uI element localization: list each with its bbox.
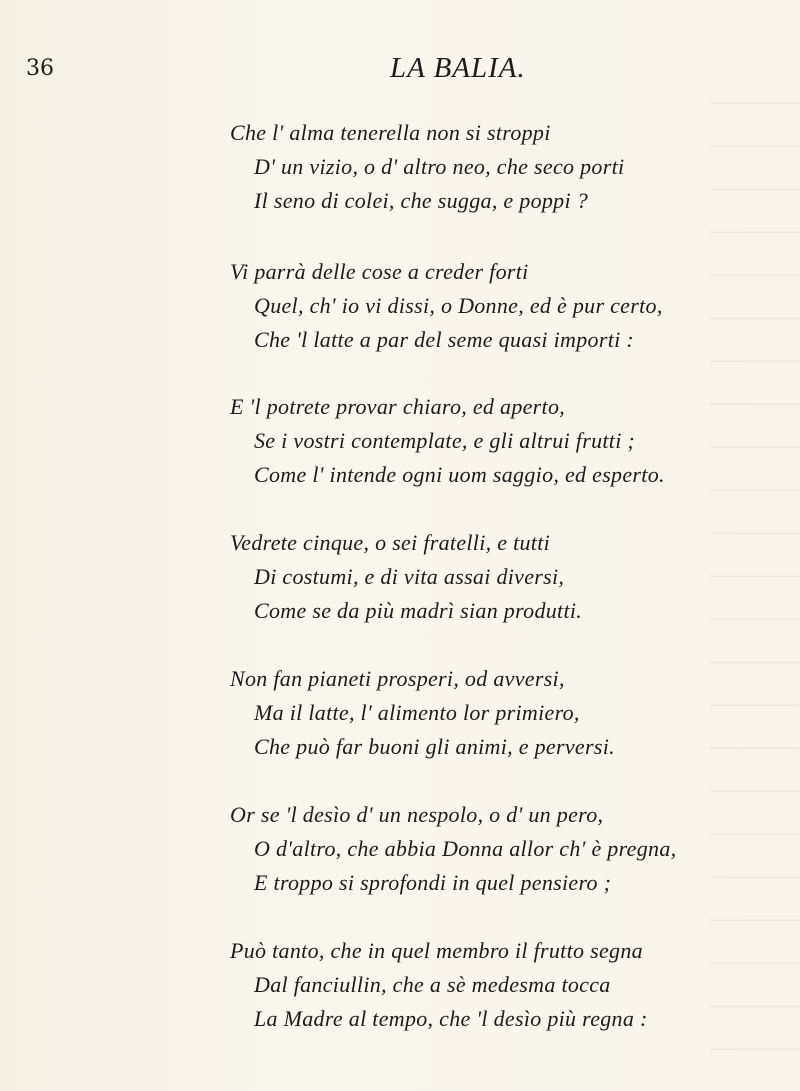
verse-line: Come l' intende ogni uom saggio, ed esperto. — [254, 462, 665, 487]
verse-line: Che può far buoni gli animi, e perversi. — [254, 734, 615, 759]
verse-line: Che l' alma tenerella non si stroppi — [230, 120, 551, 145]
verse-line: E 'l potrete provar chiaro, ed aperto, — [230, 394, 566, 419]
running-head-title: LA BALIA. — [390, 52, 526, 84]
verse-line: Come se da più madrì sian produtti. — [254, 598, 583, 623]
verse-line: Che 'l latte a par del seme quasi importi : — [254, 327, 634, 352]
verse-line: Vi parrà delle cose a creder forti — [230, 259, 529, 284]
verse-line: Non fan pianeti prosperi, od avversi, — [230, 666, 565, 691]
verse-line: Vedrete cinque, o sei fratelli, e tutti — [230, 530, 551, 555]
verse-line: Dal fanciullin, che a sè medesma tocca — [254, 972, 611, 997]
verse-line: Se i vostri contemplate, e gli altrui frutti ; — [254, 428, 636, 453]
verse-line: Il seno di colei, che sugga, e poppi ? — [254, 188, 588, 213]
verse-line: Quel, ch' io vi dissi, o Donne, ed è pur certo, — [254, 293, 663, 318]
verse-line: E troppo si sprofondi in quel pensiero ; — [254, 870, 612, 895]
verse-line: Ma il latte, l' alimento lor primiero, — [254, 700, 580, 725]
verse-line: O d'altro, che abbia Donna allor ch' è pregna, — [254, 836, 677, 861]
verse-line: La Madre al tempo, che 'l desìo più regna : — [254, 1006, 648, 1031]
verse-line: D' un vizio, o d' altro neo, che seco porti — [254, 154, 625, 179]
verse-line: Può tanto, che in quel membro il frutto segna — [230, 938, 643, 963]
verse-line: Di costumi, e di vita assai diversi, — [254, 564, 565, 589]
page-number: 36 — [26, 56, 54, 81]
verse-line: Or se 'l desìo d' un nespolo, o d' un pero, — [230, 802, 604, 827]
